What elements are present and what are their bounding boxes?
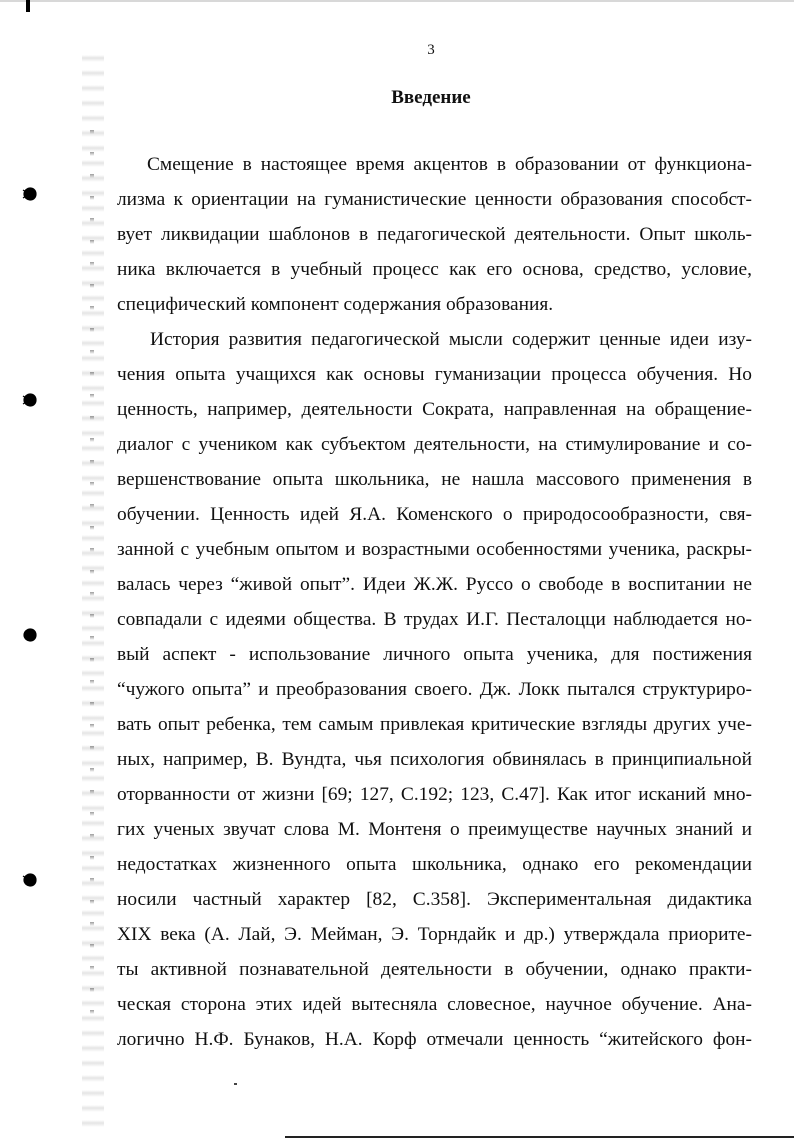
text-line: чения опыта учащихся как основы гуманизации процесса обучения. Но [117,364,752,385]
scan-left-streak [90,130,94,1030]
text-line: ных, например, В. Вундта, чья психология обвинялась в принципиальной [117,749,752,770]
text-line: ценность, например, деятельности Сократа, направленная на обращение- [117,399,752,420]
text-line: диалог с учеником как субъектом деятельности, на стимулирование и со- [117,434,752,455]
text-line: вый аспект - использование личного опыта ученика, для постижения [117,644,752,665]
scan-speck [234,1083,237,1085]
scan-top-edge [0,0,794,2]
text-line: ты активной познавательной деятельности в обучении, однако практи- [117,959,752,980]
scan-mark [26,0,30,12]
text-line: гих ученых звучат слова М. Монтеня о преимуществе научных знаний и [117,819,752,840]
text-line: логично Н.Ф. Бунаков, Н.А. Корф отмечали ценность “житейского фон- [117,1029,752,1050]
text-line: вать опыт ребенка, тем самым привлекая критические взгляды других уче- [117,714,752,735]
text-line: ческая сторона этих идей вытесняла словесное, научное обучение. Ана- [117,994,752,1015]
text-line: вершенствование опыта школьника, не нашла массового применения в [117,469,752,490]
text-line: совпадали с идеями общества. В трудах И.Г. Песталоцци наблюдается но- [117,609,752,630]
text-line: вует ликвидации шаблонов в педагогической деятельности. Опыт школь- [117,224,752,245]
text-line: Смещение в настоящее время акцентов в образовании от функциона- [147,154,752,175]
text-line: валась через “живой опыт”. Идеи Ж.Ж. Руссо о свободе в воспитании не [117,574,752,595]
text-line: XIX века (А. Лай, Э. Мейман, Э. Торндайк и др.) утверждала приорите- [117,924,752,945]
text-line: носили частный характер [82, С.358]. Экспериментальная дидактика [117,889,752,910]
text-line: оторванности от жизни [69; 127, С.192; 123, С.47]. Как итог исканий мно- [117,784,752,805]
binder-hole-icon [22,392,38,408]
text-line: специфический компонент содержания образования. [117,294,554,315]
text-line: ника включается в учебный процесс как его основа, средство, условие, [117,259,752,280]
text-line: История развития педагогической мысли содержит ценные идеи изу- [150,329,752,350]
text-line: недостатках жизненного опыта школьника, однако его рекомендации [117,854,752,875]
page-number: 3 [427,42,435,58]
text-line: “чужого опыта” и преобразования своего. Дж. Локк пытался структуриро- [117,679,752,700]
binder-hole-icon [22,872,38,888]
text-line: занной с учебным опытом и возрастными особенностями ученика, раскры- [117,539,752,560]
section-title: Введение [391,87,471,108]
binder-hole-icon [22,627,38,643]
text-line: лизма к ориентации на гуманистические ценности образования способст- [117,189,752,210]
binder-hole-icon [22,186,38,202]
text-line: обучении. Ценность идей Я.А. Коменского о природосообразности, свя- [117,504,752,525]
